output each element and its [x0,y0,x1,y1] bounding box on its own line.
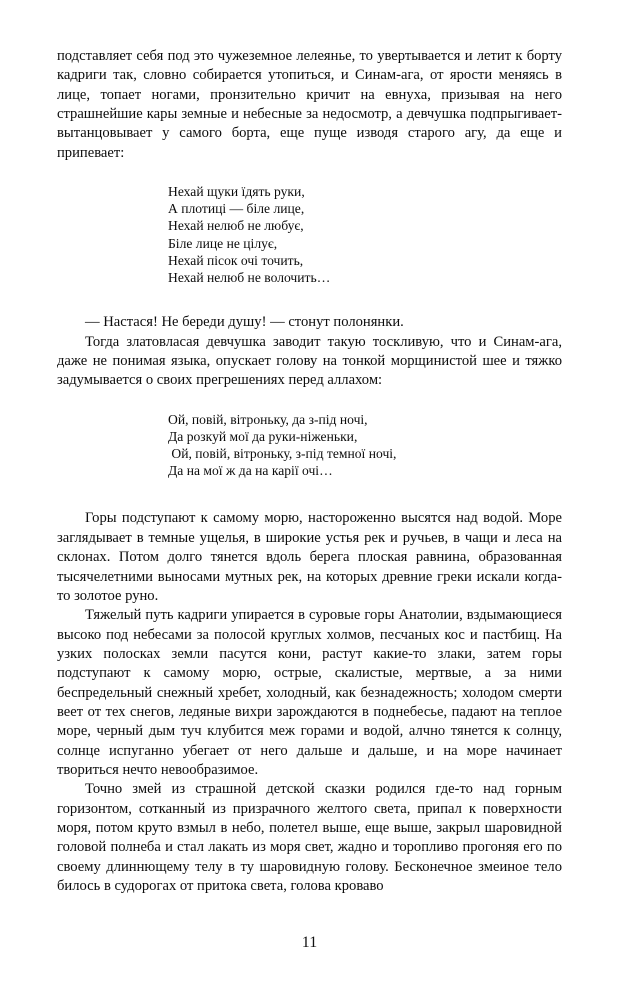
verse-spacer-top [57,391,562,411]
paragraph-body: Тяжелый путь кадриги упирается в суровые горы Анатолии, вздымающиеся высоко под небесами за полосой круглых холмов, песчаных кос и пастбищ. На узких полосках земли пасутся кони, растут какие-то злаки, затем горы подступают к самому морю, острые, скалистые, мертвые, а за ними беспредельный снежный хребет, холодный, как безнадежность; холодом смерти веет от тех снегов, ледяные вихри зарождаются в поднебесье, падают на теплое море, черный дым туч клубится меж горами и водой, алчно тянется к солнцу, солнце испуганно убегает от него дальше и дальше, и на море начинает твориться нечто невообразимое. [57,607,562,778]
verse-line: Нехай нелюб не любує, [168,218,304,234]
verse-block-1 [57,183,562,286]
paragraph-continuation: подставляет себя под это чужеземное лелеянье, то увертывается и летит к борту кадриги так, словно собирается утопиться, и Синам-ага, от ярости меняясь в лице, топает ногами, пронзительно кричит на евнуха, призывая на него страшнейшие кары земные и небесные за недосмотр, а девчушка подпрыгивает-вытанцовывает у самого борта, еще пуще изводя старого агу, да еще и припевает: [57,48,562,161]
paragraph-dialogue: — Настася! Не береди душу! — стонут полонянки. [85,314,404,331]
verse-spacer-bottom [57,479,562,509]
paragraph-body: Горы подступают к самому морю, настороженно высятся над водой. Море заглядывает в темные ущелья, в широкие устья рек и ручьев, в чащи и леса на склонах. Потом долго тянется вдоль берега плоская равнина, образованная тысячелетними выносами мутных рек, на которых древние греки искали когда-то золотое руно. [57,510,562,604]
verse-line: Біле лице не цілує, [168,235,278,251]
verse-spacer-top [57,163,562,183]
page-number: 11 [301,934,318,951]
verse-line: Ой, повій, вітроньку, да з-під ночі, [168,411,368,427]
verse-line: А плотиці — біле лице, [168,201,305,217]
verse-spacer-bottom [57,286,562,313]
verse-line: Нехай пісок очі точить, [168,252,304,268]
verse-line: Нехай нелюб не волочить… [168,270,331,286]
verse-block-2 [57,411,562,480]
verse-line: Ой, повій, вітроньку, з-під темної ночі, [168,446,397,462]
verse-line: Да розкуй мої да руки-ніженьки, [168,428,358,444]
verse-line: Да на мої ж да на карії очі… [168,463,333,479]
text-column [57,47,562,896]
paragraph-body: Тогда златовласая девчушка заводит такую тоскливую, что и Синам-ага, даже не понимая языка, опускает голову на тонкой морщинистой шее и тяжко задумывается о своих прегрешениях перед аллахом: [57,333,562,389]
verse-line: Нехай щуки їдять руки, [168,184,305,200]
paragraph-body: Точно змей из страшной детской сказки родился где-то над горным горизонтом, сотканный из призрачного желтого света, припал к поверхности моря, потом круто взмыл в небо, полетел выше, еще выше, закрыл шаровидной головой полнеба и стал лакать из моря свет, жадно и торопливо прогоняя его по своему длиннющему телу в ту шаровидную голову. Бесконечное змеиное тело билось в судорогах от притока света, голова кроваво [57,781,562,894]
